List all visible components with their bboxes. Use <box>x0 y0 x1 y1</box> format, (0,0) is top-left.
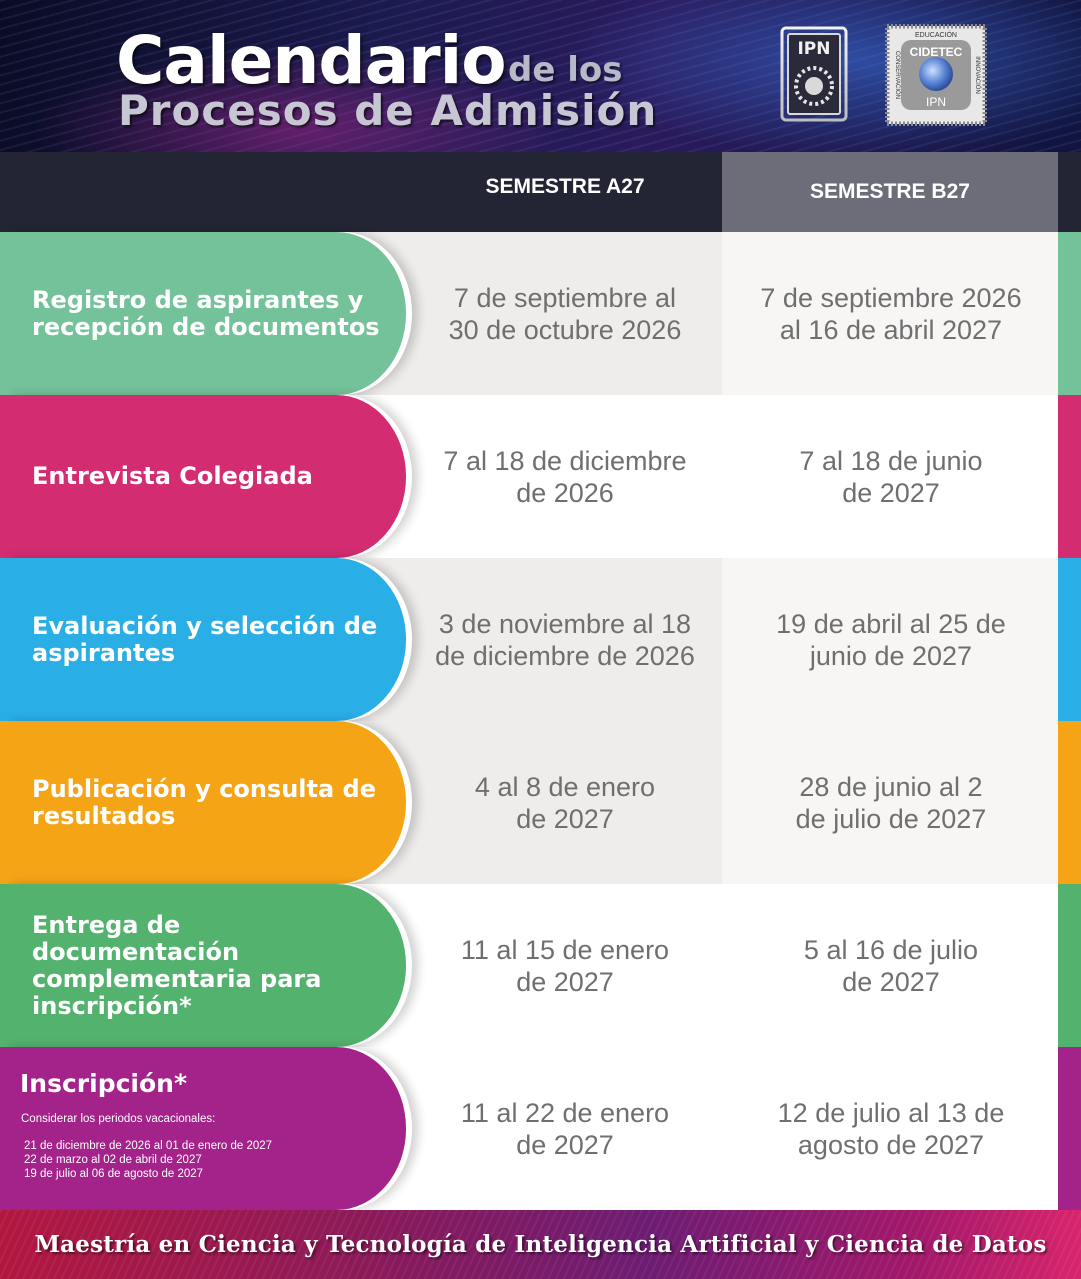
cidetec-logo-left: CONSERVACIÓN <box>894 50 900 100</box>
table-row-inscripcion <box>0 1047 1081 1210</box>
table-row-entrega <box>0 884 1081 1047</box>
date-semestre-b27: 19 de abril al 25 de junio de 2027 <box>776 608 1006 671</box>
row-label-tab <box>0 721 406 884</box>
date-semestre-a27: 3 de noviembre al 18 de diciembre de 2026 <box>435 608 695 671</box>
table-row-entrevista <box>0 395 1081 558</box>
row-label: Evaluación y selección de aspirantes <box>32 611 378 667</box>
column-header-semestre-a27: SEMESTRE A27 <box>485 175 645 198</box>
date-semestre-a27: 4 al 8 de enero de 2027 <box>474 771 656 834</box>
row-label-tab <box>0 558 406 721</box>
row-label-tab <box>0 395 406 558</box>
date-semestre-b27: 5 al 16 de julio de 2027 <box>803 934 979 997</box>
row-color-edge <box>1058 1047 1081 1210</box>
footer-banner <box>0 1210 1081 1279</box>
row-label-tab <box>0 884 406 1047</box>
table-row-evaluacion <box>0 558 1081 721</box>
row-label: Entrevista Colegiada <box>32 462 313 490</box>
column-header-semestre-b27: SEMESTRE B27 <box>722 152 1058 232</box>
date-semestre-a27: 11 al 22 de enero de 2027 <box>460 1097 670 1160</box>
ipn-logo-text: IPN <box>797 39 831 59</box>
cidetec-logo-text: CIDETEC <box>909 45 963 59</box>
row-label: Registro de aspirantes y recepción de documentos <box>32 285 380 341</box>
row-label: Entrega de documentación complementaria para inscripción* <box>32 910 322 1020</box>
cidetec-logo-bottom: IPN <box>925 95 947 109</box>
row-label-tab <box>0 232 406 395</box>
row-color-edge <box>1058 558 1081 721</box>
header-banner <box>0 0 1081 152</box>
row-color-edge <box>1058 232 1081 395</box>
row-color-edge <box>1058 395 1081 558</box>
vacation-periods: 21 de diciembre de 2026 al 01 de enero de 2027 22 de marzo al 02 de abril de 2027 19 de julio al 06 de agosto de 2027 <box>24 1140 273 1180</box>
date-semestre-b27: 7 al 18 de junio de 2027 <box>799 445 983 508</box>
program-name: Maestría en Ciencia y Tecnología de Inteligencia Artificial y Ciencia de Datos <box>34 1231 1047 1258</box>
table-row-registro <box>0 232 1081 395</box>
page-title-connector: de los <box>508 50 623 90</box>
date-semestre-b27: 12 de julio al 13 de agosto de 2027 <box>777 1097 1005 1160</box>
row-label-tab <box>0 1047 406 1210</box>
row-color-edge <box>1058 721 1081 884</box>
cidetec-logo-icon <box>885 24 987 126</box>
date-semestre-a27: 7 de septiembre al 30 de octubre 2026 <box>448 282 682 345</box>
ipn-logo-icon <box>778 24 850 124</box>
cidetec-logo-top: EDUCACIÓN <box>914 32 958 39</box>
page-subtitle: Procesos de Admisión <box>118 86 658 135</box>
date-semestre-a27: 11 al 15 de enero de 2027 <box>460 934 670 997</box>
date-semestre-a27: 7 al 18 de diciembre de 2026 <box>443 445 687 508</box>
date-semestre-b27: 7 de septiembre 2026 al 16 de abril 2027 <box>760 282 1022 345</box>
row-label: Publicación y consulta de resultados <box>32 774 376 830</box>
page-title: Calendario <box>116 22 506 99</box>
vacation-note: Considerar los periodos vacacionales: <box>21 1113 216 1125</box>
cidetec-logo-right: INNOVACIÓN <box>974 56 980 94</box>
table-row-publicacion <box>0 721 1081 884</box>
row-color-edge <box>1058 884 1081 1047</box>
row-label: Inscripción* <box>20 1069 188 1098</box>
date-semestre-b27: 28 de junio al 2 de julio de 2027 <box>795 771 987 834</box>
